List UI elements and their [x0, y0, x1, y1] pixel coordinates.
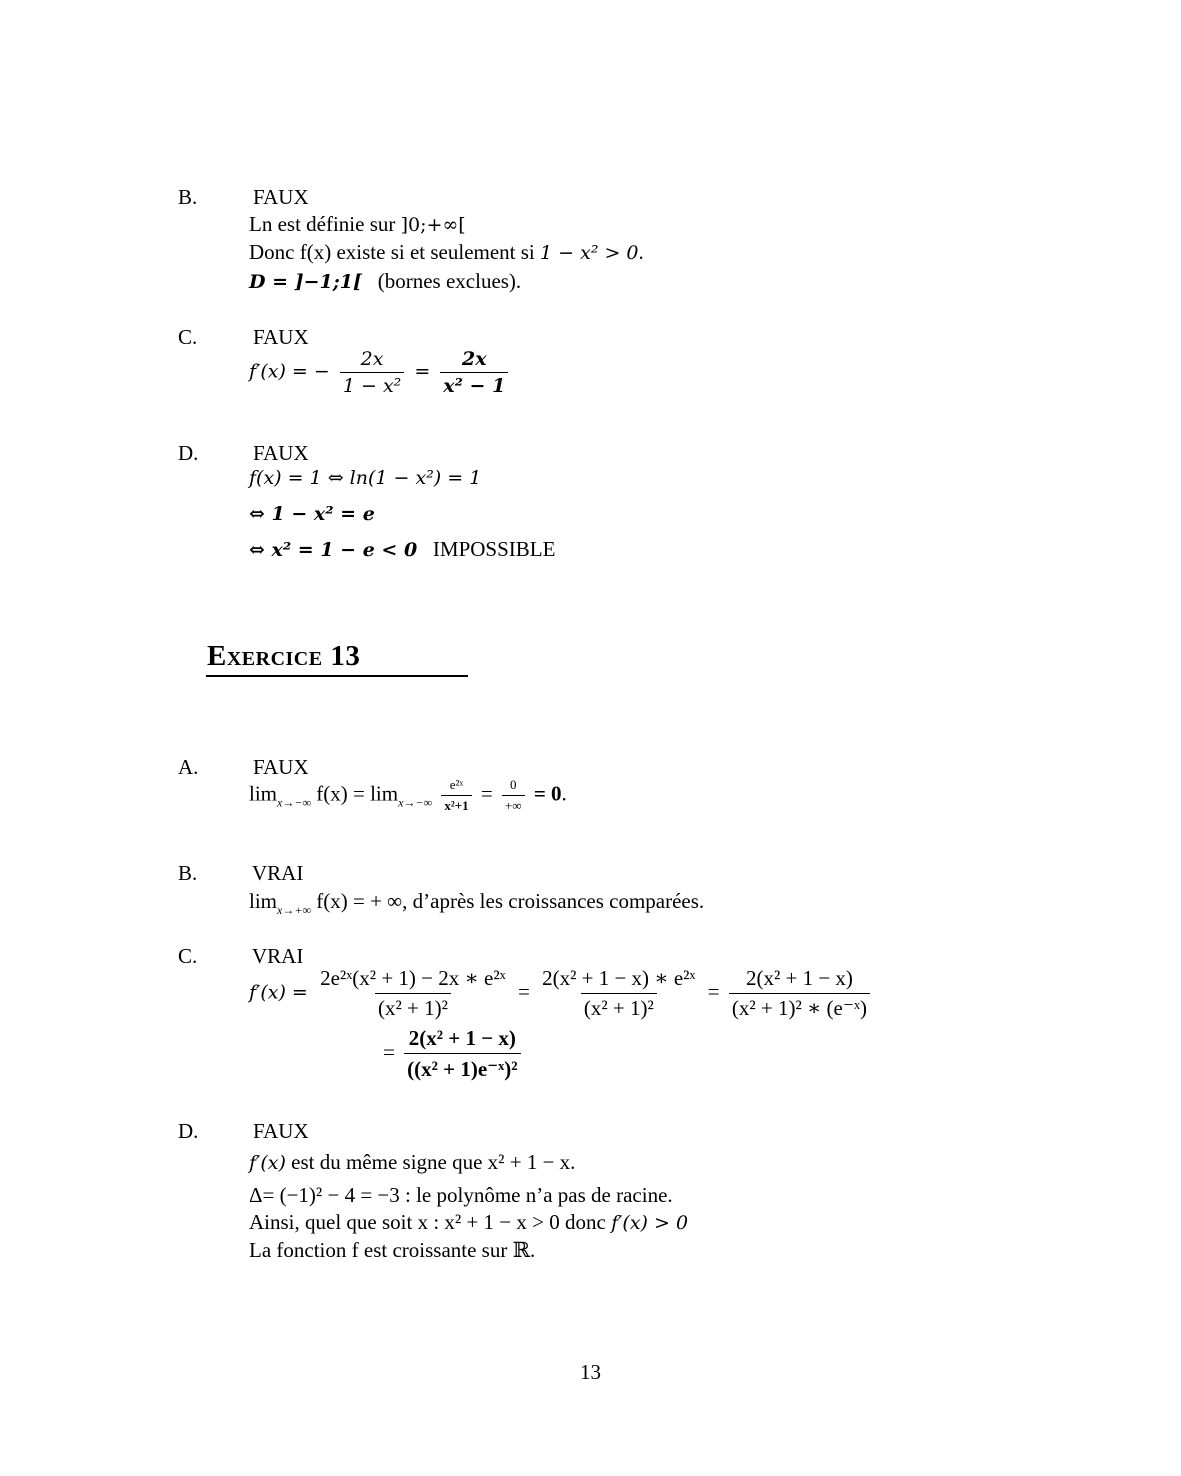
denominator: (x² + 1)²: [581, 993, 657, 1021]
numerator: 0: [510, 777, 517, 792]
numerator: 2(x² + 1 − x): [745, 966, 853, 990]
math: f′(x) > 0: [611, 1212, 689, 1234]
equation-line-3: [249, 537, 555, 562]
fraction: [729, 966, 870, 1021]
result: = 0: [533, 781, 562, 806]
numerator: 2x: [462, 348, 487, 370]
item-label-c: C.: [178, 944, 198, 968]
verdict-c: VRAI: [252, 944, 304, 968]
denominator: (x² + 1)²: [375, 993, 451, 1021]
equals: =: [480, 781, 493, 806]
math-inequality: 1 − x² > 0: [540, 242, 639, 264]
text: f(x) = lim: [316, 781, 399, 806]
verdict-b: FAUX: [253, 185, 309, 209]
lim-subscript: x→+∞: [277, 903, 311, 917]
derivative-formula: [249, 348, 512, 397]
verdict-d: FAUX: [253, 1119, 309, 1143]
fraction: [404, 1026, 520, 1082]
verdict-c: FAUX: [253, 325, 309, 349]
equals: =: [414, 360, 431, 383]
fraction: [440, 348, 508, 397]
math: ⇔ x² = 1 − e < 0: [249, 539, 418, 561]
verdict-a: FAUX: [253, 755, 309, 779]
limit-formula: [249, 777, 567, 814]
numerator: 2(x² + 1 − x) ∗ e²ˣ: [542, 966, 696, 990]
lim-subscript: x→−∞: [398, 795, 433, 810]
denominator: x² − 1: [440, 372, 508, 397]
math-domain: D = ]−1;1[: [249, 271, 362, 293]
fraction: [502, 777, 525, 814]
equals: =: [517, 979, 530, 1004]
equation-line-2: ⇔ 1 − x² = e: [249, 503, 375, 525]
numerator: 2e²ˣ(x² + 1) − 2x ∗ e²ˣ: [320, 966, 506, 990]
item-label-d: D.: [178, 441, 199, 465]
existence-line: [249, 240, 644, 265]
exercise-heading: Exercice 13: [207, 640, 361, 672]
item-label-b: B.: [178, 185, 198, 209]
equals: =: [383, 1039, 395, 1064]
item-label-c: C.: [178, 325, 198, 349]
discriminant-line: Δ= (−1)² − 4 = −3 : le polynôme n’a pas de racine.: [249, 1183, 673, 1207]
positivity-line: [249, 1210, 688, 1235]
verdict-d: FAUX: [253, 441, 309, 465]
period: .: [638, 240, 644, 264]
text: Donc f(x) existe si et seulement si: [249, 240, 541, 264]
lim: lim: [249, 781, 278, 806]
numerator: 2(x² + 1 − x): [408, 1026, 516, 1050]
equation-line-1: f(x) = 1 ⇔ ln(1 − x²) = 1: [249, 467, 482, 489]
denominator: +∞: [502, 795, 525, 814]
text: f(x) = + ∞, d’après les croissances comparées.: [316, 889, 705, 913]
denominator: (x² + 1)² ∗ (e⁻ˣ): [729, 993, 870, 1021]
denominator: x²+1: [441, 795, 471, 814]
denominator: 1 − x²: [340, 372, 404, 397]
derivative-formula: [249, 966, 874, 1021]
fraction: [317, 966, 509, 1021]
lim: lim: [249, 889, 278, 913]
lhs: f′(x) = −: [249, 360, 330, 383]
numerator: e²ˣ: [449, 777, 464, 792]
math-interval: ]0;+∞[: [400, 214, 466, 236]
numerator: 2x: [360, 348, 384, 370]
text: Ainsi, quel que soit x : x² + 1 − x > 0 donc: [249, 1210, 612, 1234]
lhs: f′(x) =: [249, 981, 308, 1004]
text: Ln est définie sur: [249, 212, 401, 236]
fraction: [539, 966, 698, 1021]
text: IMPOSSIBLE: [432, 537, 556, 561]
item-label-d: D.: [178, 1119, 199, 1143]
limit-line: [249, 889, 704, 918]
verdict-b: VRAI: [252, 861, 304, 885]
fraction: [340, 348, 404, 397]
domain-line: [249, 269, 521, 294]
domain-ln-line: [249, 212, 466, 237]
item-label-b: B.: [178, 861, 198, 885]
denominator: ((x² + 1)e⁻ˣ)²: [404, 1053, 520, 1082]
math: f′(x): [249, 1152, 286, 1174]
equals: =: [707, 979, 720, 1004]
heading-underline: [206, 675, 468, 677]
page-number: 13: [580, 1360, 601, 1384]
fraction: [441, 777, 471, 814]
text: (bornes exclues).: [377, 269, 522, 293]
lim-subscript: x→−∞: [277, 795, 311, 810]
item-label-a: A.: [178, 755, 199, 779]
period: .: [561, 781, 567, 806]
conclusion-line: La fonction f est croissante sur ℝ.: [249, 1238, 536, 1262]
text: est du même signe que x² + 1 − x.: [285, 1150, 576, 1174]
derivative-formula-line-2: [383, 1026, 525, 1082]
sign-line: [249, 1150, 575, 1175]
